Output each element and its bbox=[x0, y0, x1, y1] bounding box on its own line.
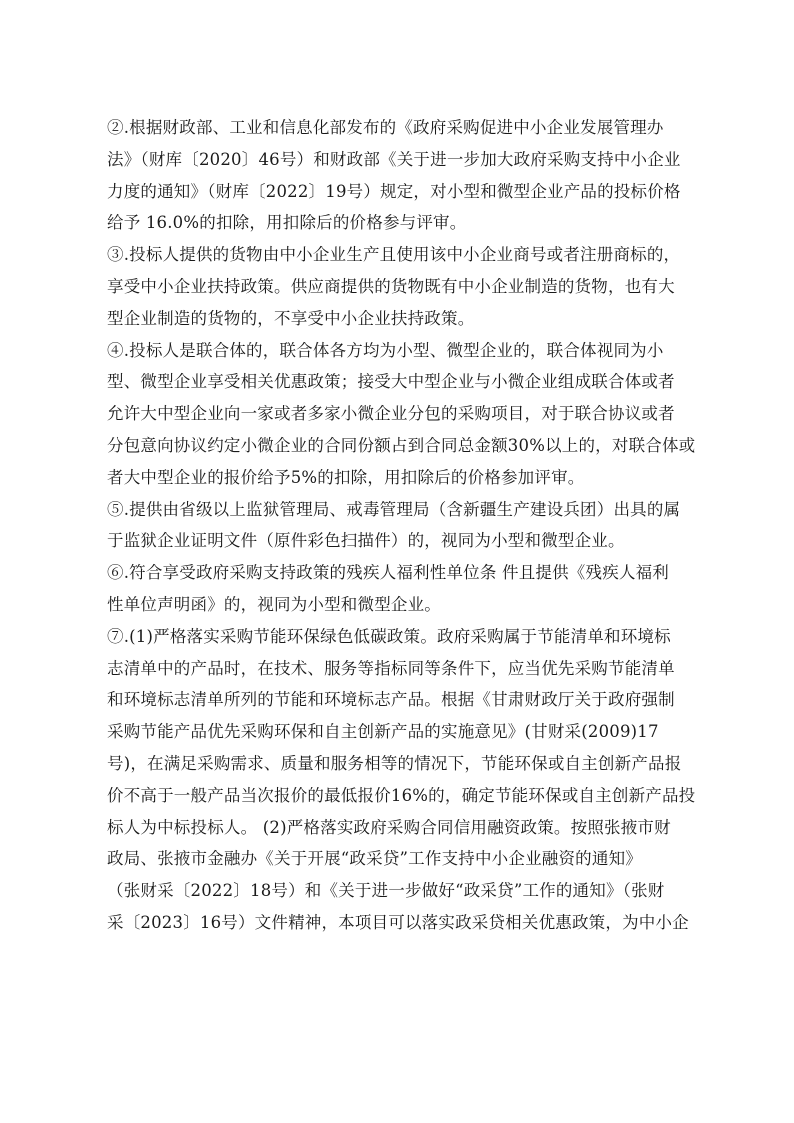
text-line: 性单位声明函》的，视同为小型和微型企业。 bbox=[107, 594, 441, 614]
text-line: ②.根据财政部、工业和信息化部发布的《政府采购促进中小企业发展管理办 bbox=[107, 118, 664, 137]
text-line: 采〔2023〕16号）文件精神，本项目可以落实政采贷相关优惠政策，为中小企 bbox=[107, 912, 689, 932]
text-line: 和环境标志清单所列的节能和环境标志产品。根据《甘肃财政厅关于政府强制 bbox=[107, 690, 675, 710]
text-line: 型、微型企业享受相关优惠政策；接受大中型企业与小微企业组成联合体或者 bbox=[107, 372, 675, 392]
document-body bbox=[107, 112, 695, 939]
text-line: 法》（财库〔2020〕46号）和财政部《关于进一步加大政府采购支持中小企业 bbox=[107, 149, 681, 169]
text-line: （张财采〔2022〕18号）和《关于进一步做好“政采贷”工作的通知》（张财 bbox=[107, 881, 665, 901]
text-line: 分包意向协议约定小微企业的合同份额占到合同总金额30%以上的，对联合体或 bbox=[107, 435, 696, 455]
text-line: 型企业制造的货物的，不享受中小企业扶持政策。 bbox=[107, 308, 475, 328]
text-line: 价不高于一般产品当次报价的最低报价16%的，确定节能环保或自主创新产品投 bbox=[107, 785, 696, 805]
text-line: 政局、张掖市金融办《关于开展“政采贷”工作支持中小企业融资的通知》 bbox=[107, 849, 642, 869]
text-line: 者大中型企业的报价给予5%的扣除，用扣除后的价格参加评审。 bbox=[107, 467, 585, 487]
text-line: 于监狱企业证明文件（原件彩色扫描件）的，视同为小型和微型企业。 bbox=[107, 531, 625, 551]
text-line: 标人为中标投标人。 (2)严格落实政府采购合同信用融资政策。按照张掖市财 bbox=[107, 817, 671, 837]
text-line: 允许大中型企业向一家或者多家小微企业分包的采购项目，对于联合协议或者 bbox=[107, 404, 675, 424]
text-line: ⑤.提供由省级以上监狱管理局、戒毒管理局（含新疆生产建设兵团）出具的属 bbox=[107, 499, 681, 519]
text-line: 号)，在满足采购需求、质量和服务相等的情况下，节能环保或自主创新产品报 bbox=[107, 753, 682, 773]
text-line: ⑥.符合享受政府采购支持政策的残疾人福利性单位条 件且提供《残疾人福利 bbox=[107, 563, 669, 583]
text-line: ③.投标人提供的货物由中小企业生产且使用该中小企业商号或者注册商标的， bbox=[107, 245, 681, 265]
text-line: 力度的通知》（财库〔2022〕19号）规定，对小型和微型企业产品的投标价格 bbox=[107, 181, 681, 201]
text-line: ⑦.(1)严格落实采购节能环保绿色低碳政策。政府采购属于节能清单和环境标 bbox=[107, 626, 671, 646]
text-line: ④.投标人是联合体的，联合体各方均为小型、微型企业的，联合体视同为小 bbox=[107, 340, 664, 360]
text-line: 志清单中的产品时，在技术、服务等指标同等条件下，应当优先采购节能清单 bbox=[107, 658, 675, 678]
text-line: 采购节能产品优先采购环保和自主创新产品的实施意见》(甘财采(2009)17 bbox=[107, 722, 659, 742]
text-line: 给予 16.0%的扣除，用扣除后的价格参与评审。 bbox=[107, 213, 467, 233]
text-line: 享受中小企业扶持政策。供应商提供的货物既有中小企业制造的货物，也有大 bbox=[107, 276, 675, 296]
